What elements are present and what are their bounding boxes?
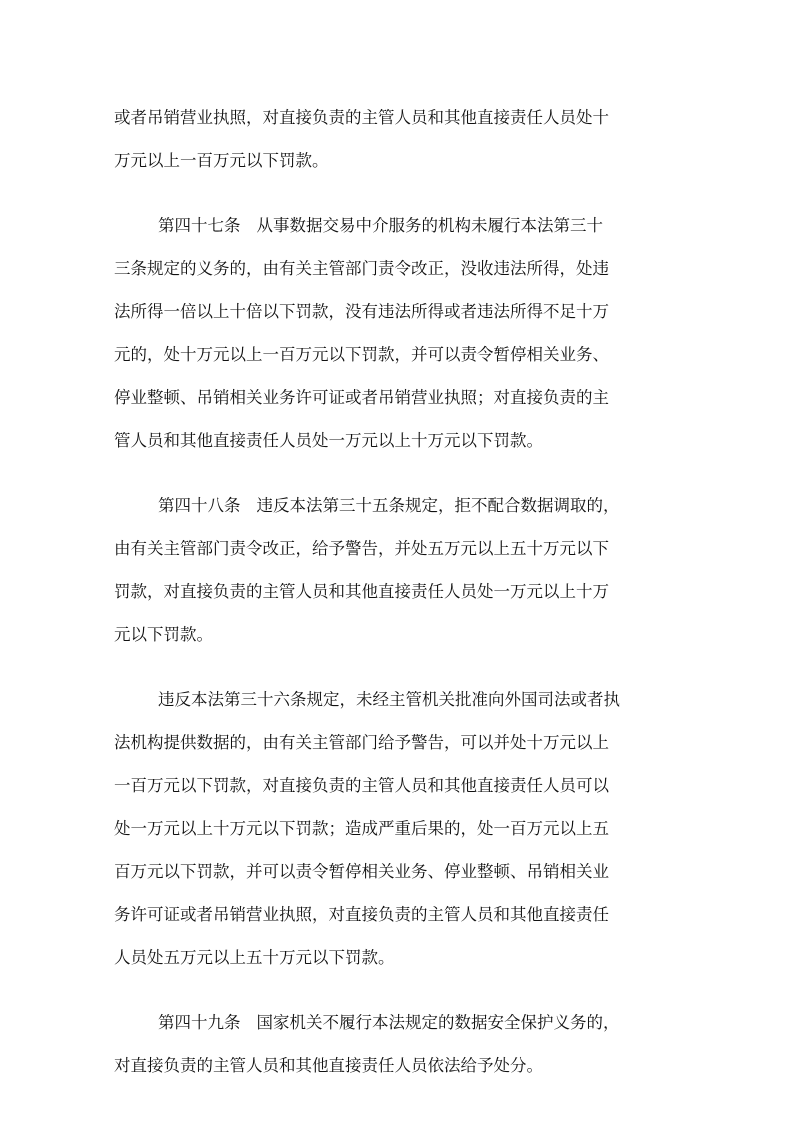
text-line: 停业整顿、吊销相关业务许可证或者吊销营业执照；对直接负责的主 [114,388,609,407]
document-page [114,96,686,1087]
text-line: 人员处五万元以上五十万元以下罚款。 [114,948,395,967]
text-line: 或者吊销营业执照，对直接负责的主管人员和其他直接责任人员处十 [114,108,609,127]
text-line: 百万元以下罚款，并可以责令暂停相关业务、停业整顿、吊销相关业 [114,862,609,881]
article-48 [114,484,686,656]
text-line: 务许可证或者吊销营业执照，对直接负责的主管人员和其他直接责任 [114,905,609,924]
text-line: 法机构提供数据的，由有关主管部门给予警告，可以并处十万元以上 [114,733,609,752]
text-line: 元以下罚款。 [114,625,213,644]
article-number: 第四十七条 [158,216,241,235]
article-47 [114,204,686,462]
text-line: 处一万元以上十万元以下罚款；造成严重后果的，处一百万元以上五 [114,819,609,838]
text-line: 法所得一倍以上十倍以下罚款，没有违法所得或者违法所得不足十万 [114,302,609,321]
text-line: 由有关主管部门责令改正，给予警告，并处五万元以上五十万元以下 [114,539,609,558]
text-line: 对直接负责的主管人员和其他直接责任人员依法给予处分。 [114,1056,543,1075]
article-49 [114,1001,686,1087]
paragraph-continuation [114,96,686,182]
text-line: 三条规定的义务的，由有关主管部门责令改正，没收违法所得，处违 [114,259,609,278]
text-line: 管人员和其他直接责任人员处一万元以上十万元以下罚款。 [114,431,543,450]
article-48-paragraph-2 [114,678,686,979]
article-number: 第四十八条 [158,496,241,515]
text-line: 一百万元以下罚款，对直接负责的主管人员和其他直接责任人员可以 [114,776,609,795]
text-line: 从事数据交易中介服务的机构未履行本法第三十 [256,216,603,235]
text-line: 国家机关不履行本法规定的数据安全保护义务的， [256,1013,620,1032]
text-line: 元的，处十万元以上一百万元以下罚款，并可以责令暂停相关业务、 [114,345,609,364]
text-line: 罚款，对直接负责的主管人员和其他直接责任人员处一万元以上十万 [114,582,609,601]
article-number: 第四十九条 [158,1013,241,1032]
text-line: 违反本法第三十五条规定，拒不配合数据调取的， [256,496,620,515]
text-line: 违反本法第三十六条规定，未经主管机关批准向外国司法或者执 [158,690,620,709]
text-line: 万元以上一百万元以下罚款。 [114,151,329,170]
